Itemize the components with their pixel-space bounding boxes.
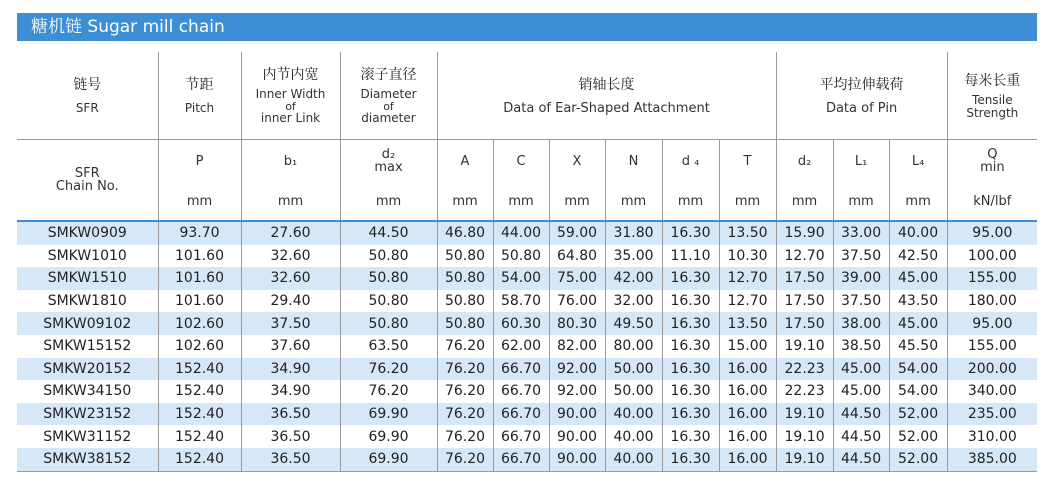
symbol-c: C: [493, 140, 549, 183]
table-cell: 50.00: [605, 358, 662, 381]
table-row: [17, 221, 1037, 245]
unit-cell: mm: [833, 182, 889, 221]
table-cell: 62.00: [493, 335, 549, 358]
table-cell: 40.00: [605, 403, 662, 426]
table-cell: 54.00: [889, 380, 947, 403]
chain-number-cell: SMKW1010: [47, 247, 127, 264]
table-cell: 80.00: [605, 335, 662, 358]
table-cell: 52.00: [889, 425, 947, 448]
unit-cell: mm: [493, 182, 549, 221]
header-roller-diameter: 滚子直径 Diameter of diameter: [340, 52, 437, 140]
table-cell: 12.70: [776, 245, 833, 268]
table-cell: 16.00: [719, 403, 776, 426]
table-cell: 76.20: [437, 448, 493, 471]
table-cell: 13.50: [719, 312, 776, 335]
table-cell: 50.00: [605, 380, 662, 403]
table-cell: 50.80: [340, 267, 437, 290]
table-cell: 16.00: [719, 380, 776, 403]
chain-spec-table: [17, 52, 1037, 472]
table-cell: 76.20: [437, 358, 493, 381]
table-cell: 40.00: [889, 221, 947, 245]
table-cell: 22.23: [776, 358, 833, 381]
table-cell: 235.00: [947, 403, 1037, 426]
table-cell: 50.80: [340, 312, 437, 335]
table-cell: 34.90: [241, 358, 340, 381]
table-cell: 66.70: [493, 380, 549, 403]
table-body: [17, 221, 1037, 471]
table-cell: 80.30: [549, 312, 605, 335]
table-cell: 101.60: [158, 245, 241, 268]
table-cell: 54.00: [889, 358, 947, 381]
table-cell: 66.70: [493, 358, 549, 381]
table-cell: 152.40: [158, 425, 241, 448]
unit-cell: mm: [340, 182, 437, 221]
table-cell: 152.40: [158, 403, 241, 426]
table-cell: 13.50: [719, 221, 776, 245]
table-row: [17, 380, 1037, 403]
table-cell: 66.70: [493, 425, 549, 448]
table-cell: 58.70: [493, 290, 549, 313]
table-cell: 49.50: [605, 312, 662, 335]
table-cell: 19.10: [776, 425, 833, 448]
header-weight: 每米长重 Tensile Strength: [947, 52, 1037, 140]
table-title: 糖机链 Sugar mill chain: [17, 13, 1037, 41]
table-cell: 82.00: [549, 335, 605, 358]
unit-cell: mm: [776, 182, 833, 221]
table-cell: 16.00: [719, 425, 776, 448]
table-cell: 75.00: [549, 267, 605, 290]
table-cell: 60.30: [493, 312, 549, 335]
table-cell: 155.00: [947, 335, 1037, 358]
chain-number-cell: SMKW38152: [17, 448, 158, 471]
table-cell: 16.30: [662, 448, 719, 471]
table-cell: 385.00: [947, 448, 1037, 471]
table-cell: 17.50: [776, 312, 833, 335]
table-cell: 59.00: [549, 221, 605, 245]
table-cell: 38.50: [833, 335, 889, 358]
chain-number-cell: SMKW1810: [47, 293, 127, 310]
table-cell: 33.00: [833, 221, 889, 245]
symbol-x: X: [549, 140, 605, 183]
table-cell: 44.00: [493, 221, 549, 245]
table-cell: 50.80: [437, 245, 493, 268]
symbol-d2-max: d₂ max: [340, 140, 437, 183]
table-cell: 19.10: [776, 403, 833, 426]
table-cell: 43.50: [889, 290, 947, 313]
table-cell: 34.90: [241, 380, 340, 403]
table-cell: 42.00: [605, 267, 662, 290]
table-cell: 90.00: [549, 425, 605, 448]
sub-header-chain-label: SFR Chain No.: [17, 140, 158, 222]
table-cell: 63.50: [340, 335, 437, 358]
header-pitch: 节距 Pitch: [158, 52, 241, 140]
symbol-l1: L₁: [833, 140, 889, 183]
table-cell: 37.50: [833, 290, 889, 313]
symbol-a: A: [437, 140, 493, 183]
symbol-p: P: [158, 140, 241, 183]
symbol-d4: d ₄: [662, 140, 719, 183]
table-cell: 50.80: [437, 290, 493, 313]
table-cell: 66.70: [493, 403, 549, 426]
table-cell: 76.20: [437, 425, 493, 448]
table-cell: 11.10: [662, 245, 719, 268]
table-cell: 16.00: [719, 358, 776, 381]
table-cell: 52.00: [889, 448, 947, 471]
table-cell: 32.00: [605, 290, 662, 313]
table-cell: 50.80: [437, 267, 493, 290]
table-cell: 16.30: [662, 221, 719, 245]
table-cell: 44.50: [833, 403, 889, 426]
table-cell: 66.70: [493, 448, 549, 471]
table-cell: 152.40: [158, 380, 241, 403]
table-cell: 90.00: [549, 448, 605, 471]
table-cell: 36.50: [241, 403, 340, 426]
table-cell: 16.30: [662, 358, 719, 381]
table-cell: 16.30: [662, 380, 719, 403]
table-cell: 31.80: [605, 221, 662, 245]
unit-cell: mm: [437, 182, 493, 221]
table-cell: 95.00: [947, 221, 1037, 245]
chain-number-cell: SMKW23152: [17, 403, 158, 426]
table-cell: 17.50: [776, 267, 833, 290]
table-cell: 39.00: [833, 267, 889, 290]
table-cell: 92.00: [549, 380, 605, 403]
unit-cell: mm: [719, 182, 776, 221]
table-cell: 44.50: [340, 221, 437, 245]
table-cell: 45.50: [889, 335, 947, 358]
table-cell: 16.30: [662, 403, 719, 426]
table-cell: 50.80: [340, 245, 437, 268]
table-cell: 45.00: [889, 312, 947, 335]
table-cell: 35.00: [605, 245, 662, 268]
table-cell: 45.00: [833, 358, 889, 381]
table-cell: 37.50: [833, 245, 889, 268]
table-cell: 19.10: [776, 335, 833, 358]
table-cell: 29.40: [241, 290, 340, 313]
table-cell: 32.60: [241, 267, 340, 290]
chain-number-cell: SMKW20152: [17, 358, 158, 381]
unit-cell: mm: [889, 182, 947, 221]
table-cell: 76.00: [549, 290, 605, 313]
table-cell: 15.00: [719, 335, 776, 358]
table-cell: 10.30: [719, 245, 776, 268]
table-row: [17, 425, 1037, 448]
table-cell: 100.00: [947, 245, 1037, 268]
table-cell: 64.80: [549, 245, 605, 268]
unit-cell: kN/lbf: [947, 182, 1037, 221]
table-cell: 200.00: [947, 358, 1037, 381]
table-row: [17, 312, 1037, 335]
table-cell: 16.30: [662, 312, 719, 335]
table-row: [17, 267, 1037, 290]
chain-number-cell: SMKW34150: [43, 383, 132, 400]
table-cell: 17.50: [776, 290, 833, 313]
table-cell: 19.10: [776, 448, 833, 471]
symbol-n: N: [605, 140, 662, 183]
table-cell: 37.60: [241, 335, 340, 358]
unit-cell: mm: [605, 182, 662, 221]
table-cell: 101.60: [158, 290, 241, 313]
table-row: [17, 403, 1037, 426]
symbol-q-min: Q min: [947, 140, 1037, 183]
table-cell: 50.80: [340, 290, 437, 313]
table-cell: 40.00: [605, 448, 662, 471]
table-cell: 69.90: [340, 403, 437, 426]
symbol-l4: L₄: [889, 140, 947, 183]
table-row: [17, 358, 1037, 381]
table-row: [17, 448, 1037, 471]
table-cell: 69.90: [340, 425, 437, 448]
table-cell: 50.80: [437, 312, 493, 335]
unit-cell: mm: [662, 182, 719, 221]
header-chain-no: 链号 SFR: [17, 52, 158, 140]
table-cell: 16.30: [662, 290, 719, 313]
table-row: [17, 335, 1037, 358]
table-cell: 102.60: [158, 335, 241, 358]
table-cell: 38.00: [833, 312, 889, 335]
symbol-b1: b₁: [241, 140, 340, 183]
table-cell: 340.00: [947, 380, 1037, 403]
table-cell: 27.60: [241, 221, 340, 245]
chain-number-cell: SMKW1510: [17, 267, 158, 290]
table-cell: 12.70: [719, 290, 776, 313]
table-row: [17, 290, 1037, 313]
table-cell: 45.00: [889, 267, 947, 290]
table-cell: 180.00: [947, 290, 1037, 313]
table-cell: 76.20: [437, 335, 493, 358]
table-cell: 95.00: [947, 312, 1037, 335]
chain-number-cell: SMKW09102: [17, 312, 158, 335]
table-row: [17, 245, 1037, 268]
symbol-t: T: [719, 140, 776, 183]
table-cell: 76.20: [437, 403, 493, 426]
table-cell: 42.50: [889, 245, 947, 268]
table-cell: 36.50: [241, 448, 340, 471]
table-cell: 16.30: [662, 335, 719, 358]
table-cell: 152.40: [158, 358, 241, 381]
table-cell: 16.30: [662, 425, 719, 448]
table-cell: 16.30: [662, 267, 719, 290]
table-cell: 76.20: [340, 358, 437, 381]
table-cell: 45.00: [833, 380, 889, 403]
table-cell: 155.00: [947, 267, 1037, 290]
table-cell: 36.50: [241, 425, 340, 448]
chain-number-cell: SMKW0909: [17, 221, 158, 245]
table-cell: 50.80: [493, 245, 549, 268]
table-cell: 12.70: [719, 267, 776, 290]
header-pin-length: 销轴长度 Data of Ear-Shaped Attachment: [437, 52, 776, 140]
unit-cell: mm: [241, 182, 340, 221]
table-cell: 152.40: [158, 448, 241, 471]
table-cell: 93.70: [158, 221, 241, 245]
table-cell: 46.80: [437, 221, 493, 245]
chain-number-cell: SMKW15152: [43, 338, 132, 355]
table-cell: 54.00: [493, 267, 549, 290]
header-inner-width: 内节内宽 Inner Width of inner Link: [241, 52, 340, 140]
table-cell: 76.20: [437, 380, 493, 403]
table-cell: 310.00: [947, 425, 1037, 448]
table-cell: 52.00: [889, 403, 947, 426]
header-tensile-load: 平均拉伸载荷 Data of Pin: [776, 52, 947, 140]
table-cell: 37.50: [241, 312, 340, 335]
table-cell: 92.00: [549, 358, 605, 381]
table-cell: 44.50: [833, 448, 889, 471]
table-cell: 76.20: [340, 380, 437, 403]
table-cell: 101.60: [158, 267, 241, 290]
table-cell: 15.90: [776, 221, 833, 245]
unit-cell: mm: [158, 182, 241, 221]
table-cell: 102.60: [158, 312, 241, 335]
table-cell: 16.00: [719, 448, 776, 471]
table-cell: 69.90: [340, 448, 437, 471]
table-cell: 40.00: [605, 425, 662, 448]
table-cell: 22.23: [776, 380, 833, 403]
unit-cell: mm: [549, 182, 605, 221]
chain-number-cell: SMKW31152: [43, 428, 132, 445]
symbol-d2: d₂: [776, 140, 833, 183]
table-cell: 44.50: [833, 425, 889, 448]
table-cell: 90.00: [549, 403, 605, 426]
table-cell: 32.60: [241, 245, 340, 268]
